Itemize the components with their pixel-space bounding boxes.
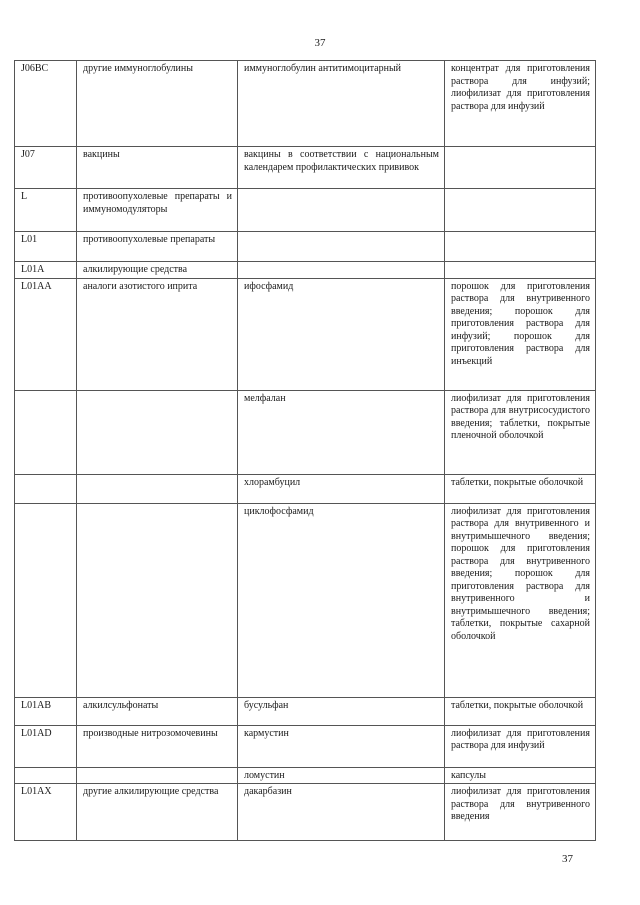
table-row bbox=[15, 784, 596, 841]
dosage-form-cell bbox=[445, 232, 596, 262]
dosage-form-cell: лиофилизат для приготовления раствора для внутривенного и внутримышечного введения; порошок для приготовления раствора для внутривенного введения; порошок для приготовления раствора для внутривенного и внутримышечного введения; таблетки, покрытые сахарной оболочкой bbox=[445, 503, 596, 697]
drug-cell: циклофосфамид bbox=[238, 503, 445, 697]
table-row bbox=[15, 262, 596, 279]
group-cell bbox=[77, 390, 238, 474]
atc-code-cell bbox=[15, 390, 77, 474]
group-cell: другие иммуноглобулины bbox=[77, 61, 238, 147]
drug-cell: мелфалан bbox=[238, 390, 445, 474]
atc-code-cell: L01AX bbox=[15, 784, 77, 841]
table-row bbox=[15, 503, 596, 697]
atc-code-cell: J07 bbox=[15, 147, 77, 189]
atc-code-cell: L01AD bbox=[15, 725, 77, 767]
dosage-form-cell: таблетки, покрытые оболочкой bbox=[445, 697, 596, 725]
drug-cell bbox=[238, 232, 445, 262]
drug-cell: ифосфамид bbox=[238, 278, 445, 390]
table-row bbox=[15, 725, 596, 767]
group-cell bbox=[77, 503, 238, 697]
dosage-form-cell bbox=[445, 262, 596, 279]
group-cell: другие алкилирующие средства bbox=[77, 784, 238, 841]
atc-code-cell: L01AA bbox=[15, 278, 77, 390]
drug-cell: хлорамбуцил bbox=[238, 474, 445, 503]
atc-code-cell bbox=[15, 503, 77, 697]
group-cell bbox=[77, 767, 238, 784]
table-row bbox=[15, 390, 596, 474]
drug-cell: кармустин bbox=[238, 725, 445, 767]
drug-cell: иммуноглобулин антитимоцитарный bbox=[238, 61, 445, 147]
group-cell bbox=[77, 474, 238, 503]
drug-cell bbox=[238, 189, 445, 232]
dosage-form-cell: порошок для приготовления раствора для внутривенного введения; порошок для приготовления раствора для инфузий; порошок для приготовления раствора для инъекций bbox=[445, 278, 596, 390]
table-row bbox=[15, 147, 596, 189]
drug-cell: бусульфан bbox=[238, 697, 445, 725]
atc-code-cell: L bbox=[15, 189, 77, 232]
drug-cell: дакарбазин bbox=[238, 784, 445, 841]
group-cell: вакцины bbox=[77, 147, 238, 189]
table-row bbox=[15, 61, 596, 147]
dosage-form-cell: концентрат для приготовления раствора для инфузий; лиофилизат для приготовления раствора для инфузий bbox=[445, 61, 596, 147]
atc-code-cell bbox=[15, 474, 77, 503]
dosage-form-cell bbox=[445, 147, 596, 189]
dosage-form-cell: лиофилизат для приготовления раствора для инфузий bbox=[445, 725, 596, 767]
table-row bbox=[15, 767, 596, 784]
dosage-form-cell: лиофилизат для приготовления раствора для внутрисосудистого введения; таблетки, покрытые пленочной оболочкой bbox=[445, 390, 596, 474]
atc-code-cell: L01A bbox=[15, 262, 77, 279]
drug-cell: вакцины в соответствии с национальным календарем профилактических прививок bbox=[238, 147, 445, 189]
table-row bbox=[15, 697, 596, 725]
drug-table bbox=[14, 60, 596, 841]
atc-code-cell: L01 bbox=[15, 232, 77, 262]
group-cell: аналоги азотистого иприта bbox=[77, 278, 238, 390]
drug-cell: ломустин bbox=[238, 767, 445, 784]
group-cell: противоопухолевые препараты bbox=[77, 232, 238, 262]
dosage-form-cell: лиофилизат для приготовления раствора для внутривенного введения bbox=[445, 784, 596, 841]
dosage-form-cell: капсулы bbox=[445, 767, 596, 784]
atc-code-cell: L01AB bbox=[15, 697, 77, 725]
table-row bbox=[15, 474, 596, 503]
atc-code-cell bbox=[15, 767, 77, 784]
table-row bbox=[15, 278, 596, 390]
drug-cell bbox=[238, 262, 445, 279]
table-row bbox=[15, 189, 596, 232]
dosage-form-cell bbox=[445, 189, 596, 232]
group-cell: противоопухолевые препараты и иммуномодуляторы bbox=[77, 189, 238, 232]
table-row bbox=[15, 232, 596, 262]
atc-code-cell: J06BC bbox=[15, 61, 77, 147]
group-cell: алкилсульфонаты bbox=[77, 697, 238, 725]
group-cell: алкилирующие средства bbox=[77, 262, 238, 279]
page-number-top: 37 bbox=[314, 37, 326, 49]
group-cell: производные нитрозомочевины bbox=[77, 725, 238, 767]
dosage-form-cell: таблетки, покрытые оболочкой bbox=[445, 474, 596, 503]
page-number-bottom: 37 bbox=[562, 853, 573, 865]
